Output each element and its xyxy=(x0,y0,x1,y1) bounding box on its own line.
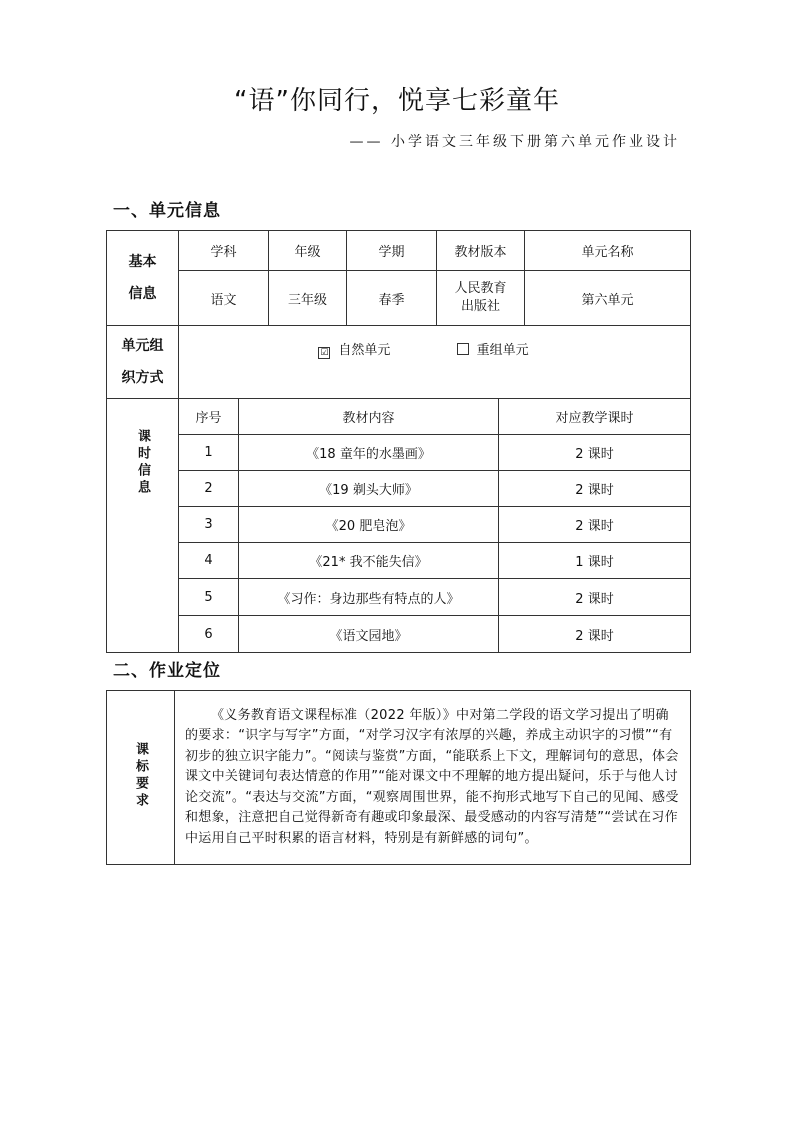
lessons-table xyxy=(106,398,691,653)
table-row xyxy=(107,507,691,543)
lesson-content: 《20 肥皂泡》 xyxy=(239,507,499,543)
header-hours: 对应教学课时 xyxy=(499,399,691,435)
standard-table xyxy=(106,690,691,865)
value-term: 春季 xyxy=(347,271,437,326)
lesson-no: 2 xyxy=(179,471,239,507)
lesson-content: 《21* 我不能失信》 xyxy=(239,543,499,579)
page-title: “语”你同行，悦享七彩童年 xyxy=(234,86,560,116)
standard-label: 课标要求 xyxy=(107,691,175,865)
lesson-hours: 1 课时 xyxy=(499,543,691,579)
header-edition: 教材版本 xyxy=(437,231,525,271)
table-row xyxy=(107,471,691,507)
header-term: 学期 xyxy=(347,231,437,271)
option-regroup-unit[interactable]: 重组单元 xyxy=(457,339,529,358)
lesson-no: 4 xyxy=(179,543,239,579)
lesson-hours: 2 课时 xyxy=(499,471,691,507)
basic-info-label: 基本信息 xyxy=(107,231,179,326)
header-content: 教材内容 xyxy=(239,399,499,435)
table-row xyxy=(107,543,691,579)
lesson-content: 《18 童年的水墨画》 xyxy=(239,435,499,471)
lesson-hours: 2 课时 xyxy=(499,616,691,653)
checked-box-icon[interactable]: ☑ xyxy=(320,348,329,358)
section-unit-info: 一、单元信息 xyxy=(113,201,221,221)
header-unit-name: 单元名称 xyxy=(525,231,691,271)
table-row xyxy=(107,435,691,471)
unchecked-box-icon[interactable] xyxy=(457,343,469,355)
unit-info-table xyxy=(106,230,691,399)
option-natural-unit[interactable]: ☑ 自然单元 xyxy=(320,343,391,358)
lesson-content: 《习作：身边那些有特点的人》 xyxy=(239,579,499,616)
lesson-hours: 2 课时 xyxy=(499,507,691,543)
table-row xyxy=(107,579,691,616)
lesson-hours: 2 课时 xyxy=(499,435,691,471)
lesson-content: 《语文园地》 xyxy=(239,616,499,653)
header-grade: 年级 xyxy=(269,231,347,271)
table-row xyxy=(107,616,691,653)
value-edition: 人民教育出版社 xyxy=(437,271,525,326)
lesson-no: 6 xyxy=(179,616,239,653)
standard-text: 《义务教育语文课程标准（2022 年版）》中对第二学段的语文学习提出了明确的要求：“识字与写字”方面，“对学习汉字有浓厚的兴趣，养成主动识字的习惯”“有初步的独立识字能力”。“阅读与鉴赏”方面，“能联系上下文，理解词句的意思，体会课文中关键词句表达情意的作用”“能对课文中不理解的地方提出疑问，乐于与他人讨论交流”。“表达与交流”方面，“观察周围世界，能不拘形式地写下自己的见闻、感受和想象，注意把自己觉得新奇有趣或印象最深、最受感动的内容写清楚”“尝试在习作中运用自己平时积累的语言材料，特别是有新鲜感的词句”。 xyxy=(175,691,691,865)
header-no: 序号 xyxy=(179,399,239,435)
value-subject: 语文 xyxy=(179,271,269,326)
page-subtitle: —— 小学语文三年级下册第六单元作业设计 xyxy=(349,134,680,150)
lesson-no: 1 xyxy=(179,435,239,471)
value-grade: 三年级 xyxy=(269,271,347,326)
lesson-content: 《19 剃头大师》 xyxy=(239,471,499,507)
org-options xyxy=(179,326,691,399)
section-homework-position: 二、作业定位 xyxy=(113,661,221,681)
org-label: 单元组织方式 xyxy=(107,326,179,399)
lessons-label: 课时信息 xyxy=(107,399,179,653)
lesson-hours: 2 课时 xyxy=(499,579,691,616)
value-unit-name: 第六单元 xyxy=(525,271,691,326)
lesson-no: 5 xyxy=(179,579,239,616)
header-subject: 学科 xyxy=(179,231,269,271)
lesson-no: 3 xyxy=(179,507,239,543)
